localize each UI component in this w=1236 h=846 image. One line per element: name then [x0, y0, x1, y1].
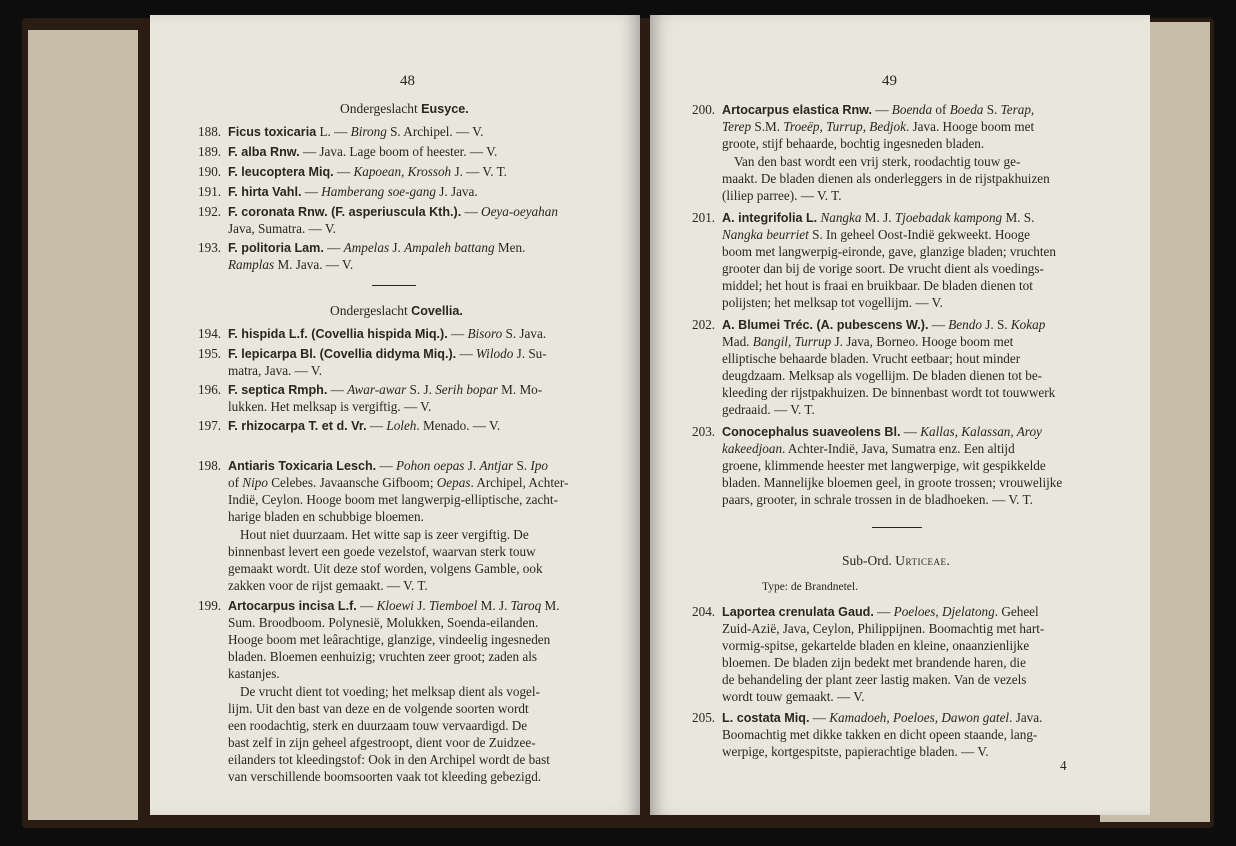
entry-199-para-5: eilanders tot kleedingstof: Ook in den Archipel wordt de bast	[228, 752, 550, 767]
entry-199-para-3: een roodachtig, sterk en duurzaam touw vervaardigd. De	[228, 718, 528, 733]
entry-203-cont-2: groene, klimmende heester met langwerpige, wit gespikkelde	[722, 458, 1046, 473]
entry-205: 205. L. costata Miq. — Kamadoeh, Poeloes, Dawon gatel. Java.	[692, 710, 1043, 725]
entry-199-cont-4: kastanjes.	[228, 666, 280, 681]
entry-199-para-4: bast zelf in zijn geheel afgestroopt, dient voor de Zuidzee-	[228, 735, 536, 750]
entry-202-cont-3: deugdzaam. Melksap als vogellijm. De bladen dienen tot be-	[722, 368, 1043, 383]
entry-203-cont-4: paars, grooter, in schrale trossen in de bladhoeken. — V. T.	[722, 492, 1033, 507]
entry-196: 196. F. septica Rmph. — Awar-awar S. J. Serih bopar M. Mo-	[198, 382, 543, 397]
page-edges-left	[28, 30, 138, 820]
section-heading-eusyce: Ondergeslacht Eusyce.	[340, 101, 469, 116]
entry-201-cont-5: polijsten; het melksap tot vogellijm. — V.	[722, 295, 943, 310]
entry-200: 200. Artocarpus elastica Rnw. — Boenda of Boeda S. Terap,	[692, 102, 1035, 117]
entry-193-cont: Ramplas M. Java. — V.	[228, 257, 354, 272]
entry-199: 199. Artocarpus incisa L.f. — Kloewi J. Tiemboel M. J. Taroq M.	[198, 598, 560, 613]
entry-201-cont-2: boom met langwerpig-eironde, gave, glanzige bladen; vruchten	[722, 244, 1056, 259]
entry-204: 204. Laportea crenulata Gaud. — Poeloes, Djelatong. Geheel	[692, 604, 1039, 619]
entry-198-cont-3: harige bladen en schubbige bloemen.	[228, 509, 424, 524]
entry-188: 188. Ficus toxicaria L. — Birong S. Archipel. — V.	[198, 124, 484, 139]
signature-mark: 4	[1060, 758, 1067, 773]
entry-198-para-2: binnenbast levert een goede vezelstof, waarvan sterk touw	[228, 544, 536, 559]
divider	[372, 285, 416, 286]
entry-195-cont: matra, Java. — V.	[228, 363, 323, 378]
entry-199-para-6: van verschillende boomsoorten vaak tot kleeding gebezigd.	[228, 769, 542, 784]
divider	[872, 527, 922, 528]
entry-199-para-1: De vrucht dient tot voeding; het melksap dient als vogel-	[240, 684, 540, 699]
entry-200-para-1: Van den bast wordt een vrij sterk, roodachtig touw ge-	[734, 154, 1021, 169]
entry-204-cont-1: Zuid-Azië, Java, Ceylon, Philippijnen. Boomachtig met hart-	[722, 621, 1045, 636]
right-page	[650, 15, 1150, 815]
entry-205-cont-2: werpige, kortgespitste, papierachtige bladen. — V.	[722, 744, 989, 759]
entry-196-cont: lukken. Het melksap is vergiftig. — V.	[228, 399, 432, 414]
entry-202-cont-4: kleeding der rijstpakhuizen. De binnenbast wordt tot touwwerk	[722, 385, 1056, 400]
entry-200-cont-1: Terep S.M. Troeëp, Turrup, Bedjok. Java. Hooge boom met	[722, 119, 1035, 134]
type-line: Type: de Brandnetel.	[762, 581, 858, 593]
entry-198: 198. Antiaris Toxicaria Lesch. — Pohon oepas J. Antjar S. Ipo	[198, 458, 548, 473]
entry-194: 194. F. hispida L.f. (Covellia hispida Miq.). — Bisoro S. Java.	[198, 326, 547, 341]
entry-201-cont-1: Nangka beurriet S. In geheel Oost-Indië gekweekt. Hooge	[722, 227, 1031, 242]
left-page	[150, 15, 640, 815]
entry-192: 192. F. coronata Rnw. (F. asperiuscula Kth.). — Oeya-oeyahan	[198, 204, 558, 219]
entry-195: 195. F. lepicarpa Bl. (Covellia didyma Miq.). — Wilodo J. Su-	[198, 346, 547, 361]
entry-198-para-3: gemaakt wordt. Uit deze stof worden, volgens Gamble, ook	[228, 561, 543, 576]
entry-193: 193. F. politoria Lam. — Ampelas J. Ampaleh battang Men.	[198, 240, 526, 255]
entry-201: 201. A. integrifolia L. Nangka M. J. Tjoebadak kampong M. S.	[692, 210, 1035, 225]
entry-199-cont-3: bladen. Bloemen eenhuizig; vruchten zeer groot; zaden als	[228, 649, 538, 664]
entry-198-cont-2: Indië, Ceylon. Hooge boom met langwerpig-elliptische, zacht-	[228, 492, 558, 507]
entry-199-para-2: lijm. Uit den bast van deze en de volgende soorten wordt	[228, 701, 529, 716]
page-number-right: 49	[882, 73, 897, 89]
entry-199-cont-1: Sum. Broodboom. Polynesië, Molukken, Soenda-eilanden.	[228, 615, 539, 630]
entry-204-cont-5: wordt touw gemaakt. — V.	[722, 689, 865, 704]
entry-204-cont-3: bloemen. De bladen zijn bedekt met brandende haren, die	[722, 655, 1026, 670]
entry-198-para-1: Hout niet duurzaam. Het witte sap is zeer vergiftig. De	[240, 527, 529, 542]
entry-192-cont: Java, Sumatra. — V.	[228, 221, 336, 236]
section-heading-urticeae: Sub-Ord. Urticeae.	[842, 553, 951, 568]
page-number-left: 48	[400, 73, 415, 89]
entry-190: 190. F. leucoptera Miq. — Kapoean, Krossoh J. — V. T.	[198, 164, 507, 179]
entry-203-cont-3: bladen. Mannelijke bloemen geel, in groote trossen; vrouwelijke	[722, 475, 1063, 490]
entry-201-cont-4: middel; het hout is fraai en bruikbaar. De bladen dienen tot	[722, 278, 1033, 293]
entry-199-cont-2: Hooge boom met leârachtige, glanzige, vindeelig ingesneden	[228, 632, 551, 647]
entry-202: 202. A. Blumei Tréc. (A. pubescens W.). — Bendo J. S. Kokap	[692, 317, 1046, 332]
entry-198-cont-1: of Nipo Celebes. Javaansche Gifboom; Oepas. Archipel, Achter-	[228, 475, 569, 490]
entry-189: 189. F. alba Rnw. — Java. Lage boom of heester. — V.	[198, 144, 498, 159]
entry-202-cont-2: elliptische behaarde bladen. Vrucht eetbaar; hout minder	[722, 351, 1021, 366]
entry-197: 197. F. rhizocarpa T. et d. Vr. — Loleh. Menado. — V.	[198, 418, 501, 433]
entry-200-para-2: maakt. De bladen dienen als onderleggers in de rijstpakhuizen	[722, 171, 1050, 186]
section-heading-covellia: Ondergeslacht Covellia.	[330, 303, 463, 318]
entry-202-cont-1: Mad. Bangil, Turrup J. Java, Borneo. Hooge boom met	[722, 334, 1014, 349]
entry-203-cont-1: kakeedjoan. Achter-Indië, Java, Sumatra enz. Een altijd	[722, 441, 1015, 456]
entry-200-cont-2: groote, stijf behaarde, bochtig ingesneden bladen.	[722, 136, 985, 151]
entry-203: 203. Conocephalus suaveolens Bl. — Kallas, Kalassan, Aroy	[692, 424, 1042, 439]
entry-200-para-3: (liliep parree). — V. T.	[722, 188, 842, 203]
entry-205-cont-1: Boomachtig met dikke takken en dicht opeen staande, lang-	[722, 727, 1038, 742]
entry-204-cont-4: de behandeling der plant zeer lastig maken. Van de vezels	[722, 672, 1027, 687]
entry-202-cont-5: gedraaid. — V. T.	[722, 402, 815, 417]
entry-191: 191. F. hirta Vahl. — Hamberang soe-gang J. Java.	[198, 184, 478, 199]
entry-201-cont-3: grooter dan bij de vorige soort. De vrucht dient als voedings-	[722, 261, 1044, 276]
entry-198-para-4: zakken voor de rijst gemaakt. — V. T.	[228, 578, 428, 593]
entry-204-cont-2: vormig-spitse, gekartelde bladen en kleine, onaanzienlijke	[722, 638, 1030, 653]
